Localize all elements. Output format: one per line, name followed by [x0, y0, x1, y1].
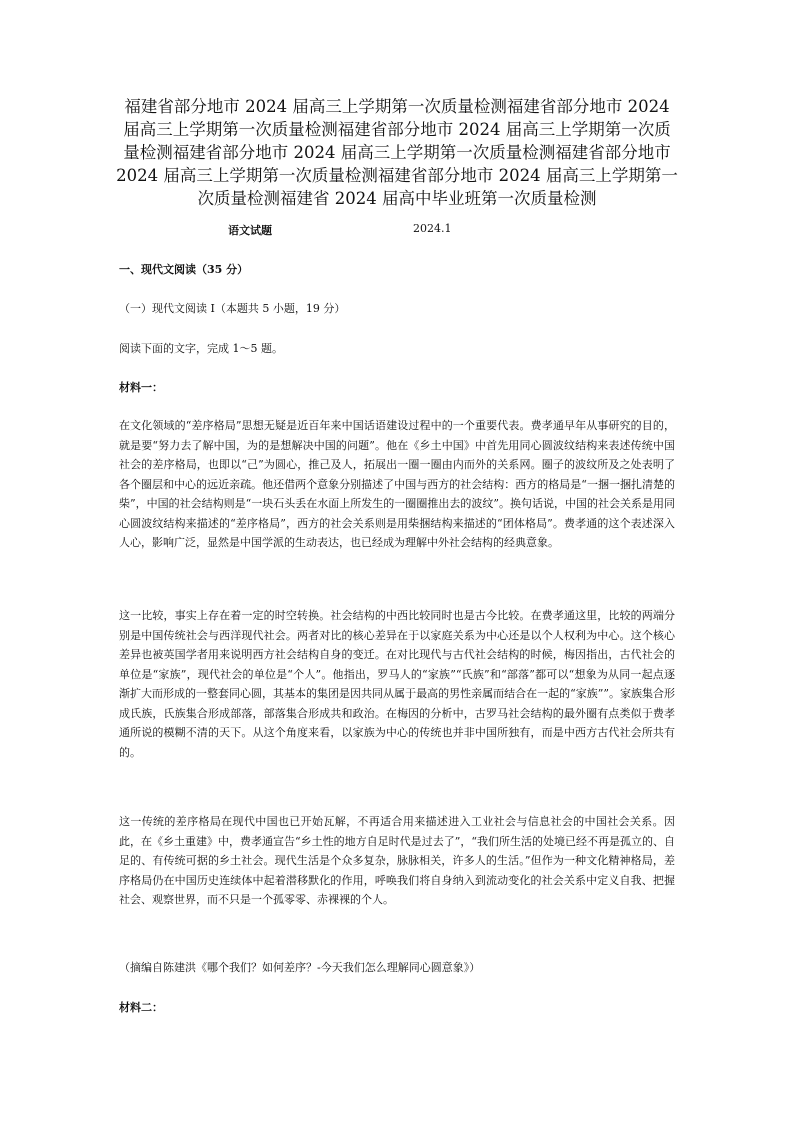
- material1-paragraph-1: 在文化领域的“差序格局”思想无疑是近百年来中国话语建设过程中的一个重要代表。费孝通早年从事研究的目的，就是要“努力去了解中国，为的是想解决中国的问题”。他在《乡土中国》中首先用同心圆波纹结构来表述传统中国社会的差序格局，也即以“己”为圆心，推己及人，拓展出一圈一圈由内而外的关系网。圈子的波纹所及之处表明了各个圈层和中心的远近亲疏。他还借两个意象分别描述了中国与西方的社会结构：西方的格局是“一捆一捆扎清楚的柴”，中国的社会结构则是“一块石头丢在水面上所发生的一圈圈推出去的波纹”。换句话说，中国的社会关系是用同心圆波纹结构来描述的“差序格局”，西方的社会关系则是用柴捆结构来描述的“团体格局”。费孝通的这个表述深入人心，影响广泛，显然是中国学派的生动表达，也已经成为理解中外社会结构的经典意象。: [119, 419, 675, 549]
- instruction-text: 阅读下面的文字，完成 1～5 题。: [119, 342, 283, 355]
- subsection-heading: （一）现代文阅读 I（本题共 5 小题，19 分）: [119, 302, 346, 315]
- material1-label: 材料一：: [119, 381, 163, 394]
- section-heading-part1: 一、现代文阅读（35 分）: [119, 263, 249, 276]
- page-title: 福建省部分地市 2024 届高三上学期第一次质量检测福建省部分地市 2024 届高三上学期第一次质量检测福建省部分地市 2024 届高三上学期第一次质量检测福建省部分地市 2024 届高三上学期第一次质量检测福建省部分地市 2024 届高三上学期第一次质量检测福建省部分地市 2024 届高三上学期第一次质量检测福建省 2024 届高中毕业班第一次质量检测: [116, 97, 678, 208]
- subject-label: 语文试题: [228, 224, 272, 237]
- exam-date: 2024.1: [413, 222, 452, 235]
- material2-label: 材料二：: [119, 1001, 163, 1014]
- material1-paragraph-3: 这一传统的差序格局在现代中国也已开始瓦解，不再适合用来描述进入工业社会与信息社会的中国社会关系。因此，在《乡土重建》中，费孝通宣告“乡土性的地方自足时代是过去了”，“我们所生活的处境已经不再是孤立的、自足的、有传统可据的乡土社会。现代生活是个众多复杂，脉脉相关，许多人的生活。”但作为一种文化精神格局，差序格局仍在中国历史连续体中起着潜移默化的作用，呼唤我们将自身纳入到流动变化的社会关系中定义自我、把握社会、观察世界，而不只是一个孤零零、赤裸裸的个人。: [119, 815, 675, 906]
- material1-paragraph-2: 这一比较，事实上存在着一定的时空转换。社会结构的中西比较同时也是古今比较。在费孝通这里，比较的两端分别是中国传统社会与西洋现代社会。两者对比的核心差异在于以家庭关系为中心还是以个人权利为中心。这个核心差异也被英国学者用来说明西方社会结构自身的变迁。在对比现代与古代社会结构的时候，梅因指出，古代社会的单位是“家族”，现代社会的单位是“个人”。他指出，罗马人的“家族”“氏族”和“部落”都可以“想象为从同一起点逐渐扩大而形成的一整套同心圆，其基本的集团是因共同从属于最高的男性亲属而结合在一起的“家族””。家族集合形成氏族，氏族集合形成部落，部落集合形成共和政治。在梅因的分析中，古罗马社会结构的最外圈有点类似于费孝通所说的模糊不清的天下。从这个角度来看，以家族为中心的传统也并非中国所独有，而是中西方古代社会所共有的。: [119, 609, 675, 759]
- material1-source: （摘编自陈建洪《哪个我们？如何差序？-今天我们怎么理解同心圆意象》）: [119, 961, 481, 974]
